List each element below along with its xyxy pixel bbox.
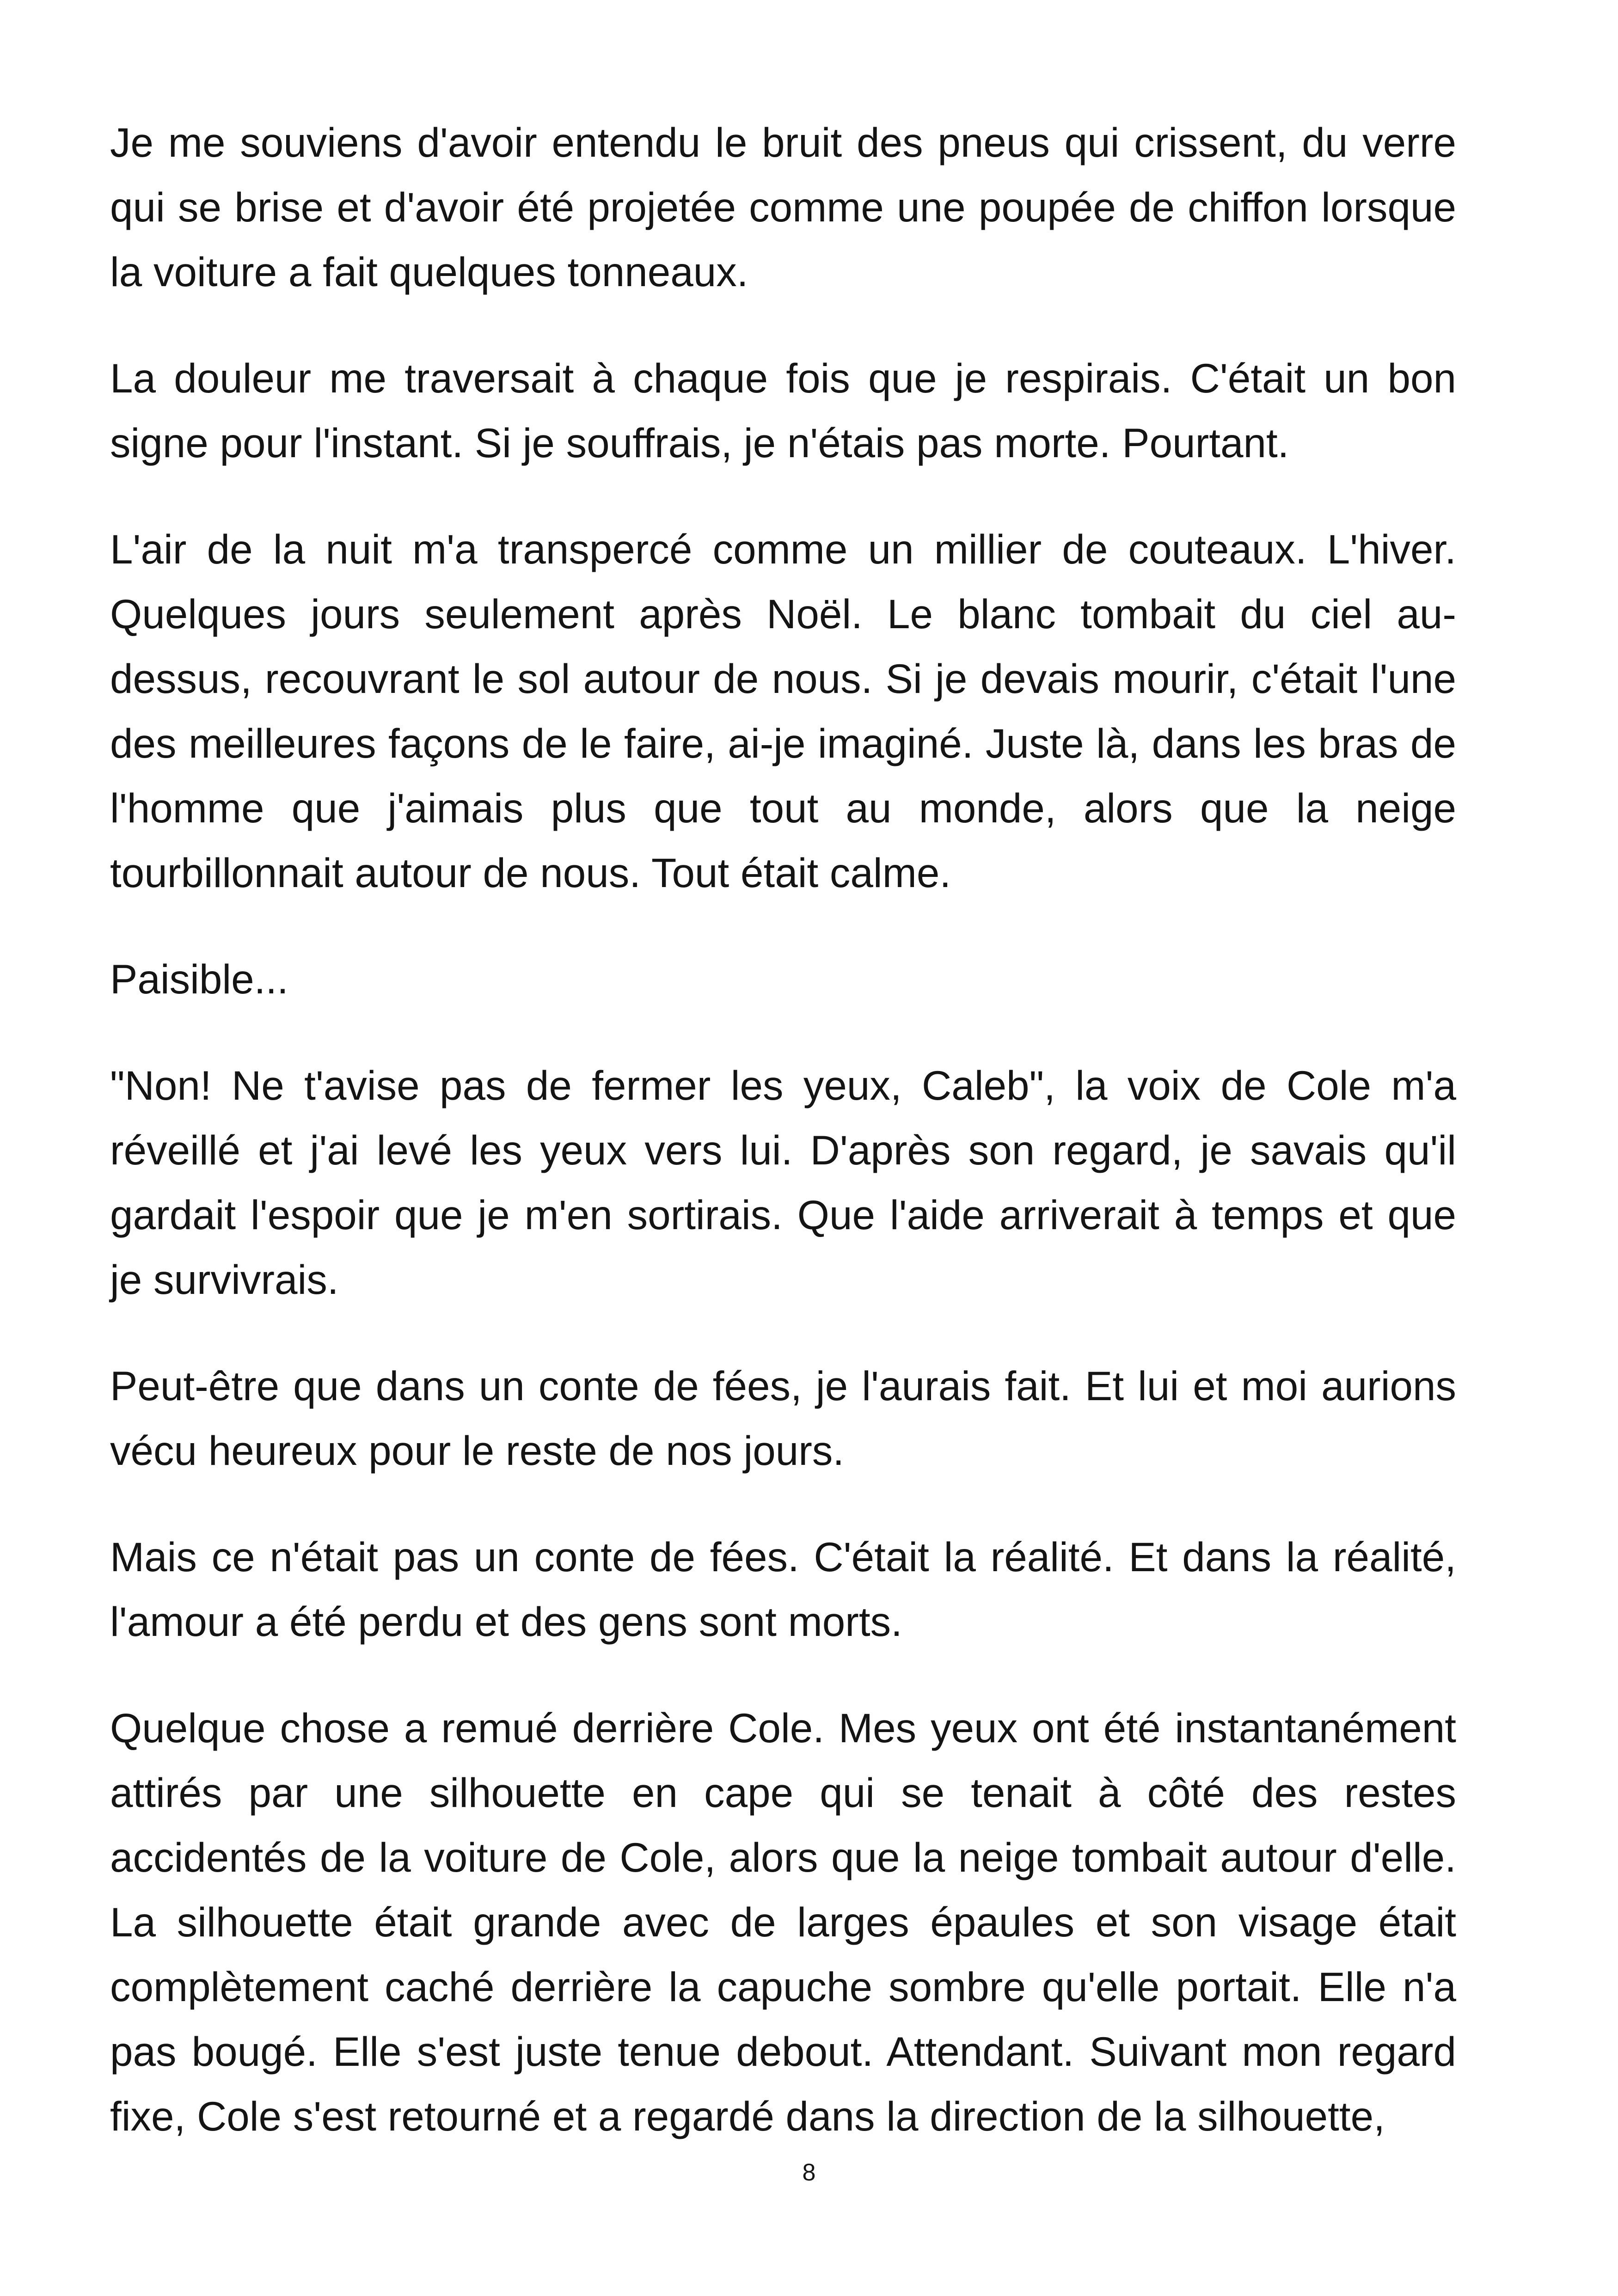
paragraph: Peut-être que dans un conte de fées, je l'aurais fait. Et lui et moi aurions vécu heureux pour le reste de nos jours. [110,1363,1456,1474]
paragraph: Je me souviens d'avoir entendu le bruit des pneus qui crissent, du verre qui se brise et d'avoir été projetée comme une poupée de chiffon lorsque la voiture a fait quelques tonneaux. [110,119,1456,295]
body-text [110,110,1456,2149]
page-number: 8 [802,2159,816,2186]
paragraph: Quelque chose a remué derrière Cole. Mes yeux ont été instantanément attirés par une silhouette en cape qui se tenait à côté des restes accidentés de la voiture de Cole, alors que la neige tombait autour d'elle. La silhouette était grande avec de larges épaules et son visage était complètement caché derrière la capuche sombre qu'elle portait. Elle n'a pas bougé. Elle s'est juste tenue debout. Attendant. Suivant mon regard fixe, Cole s'est retourné et a regardé dans la direction de la silhouette, [110,1705,1456,2139]
paragraph: Paisible... [110,956,288,1002]
paragraph: La douleur me traversait à chaque fois que je respirais. C'était un bon signe pour l'instant. Si je souffrais, je n'étais pas morte. Pourtant. [110,355,1456,466]
paragraph: "Non! Ne t'avise pas de fermer les yeux, Caleb", la voix de Cole m'a réveillé et j'ai levé les yeux vers lui. D'après son regard, je savais qu'il gardait l'espoir que je m'en sortirais. Que l'aide arriverait à temps et que je survivrais. [110,1062,1456,1303]
paragraph: Mais ce n'était pas un conte de fées. C'était la réalité. Et dans la réalité, l'amour a été perdu et des gens sont morts. [110,1534,1456,1645]
paragraph: L'air de la nuit m'a transpercé comme un millier de couteaux. L'hiver. Quelques jours seulement après Noël. Le blanc tombait du ciel au-dessus, recouvrant le sol autour de nous. Si je devais mourir, c'était l'une des meilleures façons de le faire, ai-je imaginé. Juste là, dans les bras de l'homme que j'aimais plus que tout au monde, alors que la neige tourbillonnait autour de nous. Tout était calme. [110,526,1456,896]
